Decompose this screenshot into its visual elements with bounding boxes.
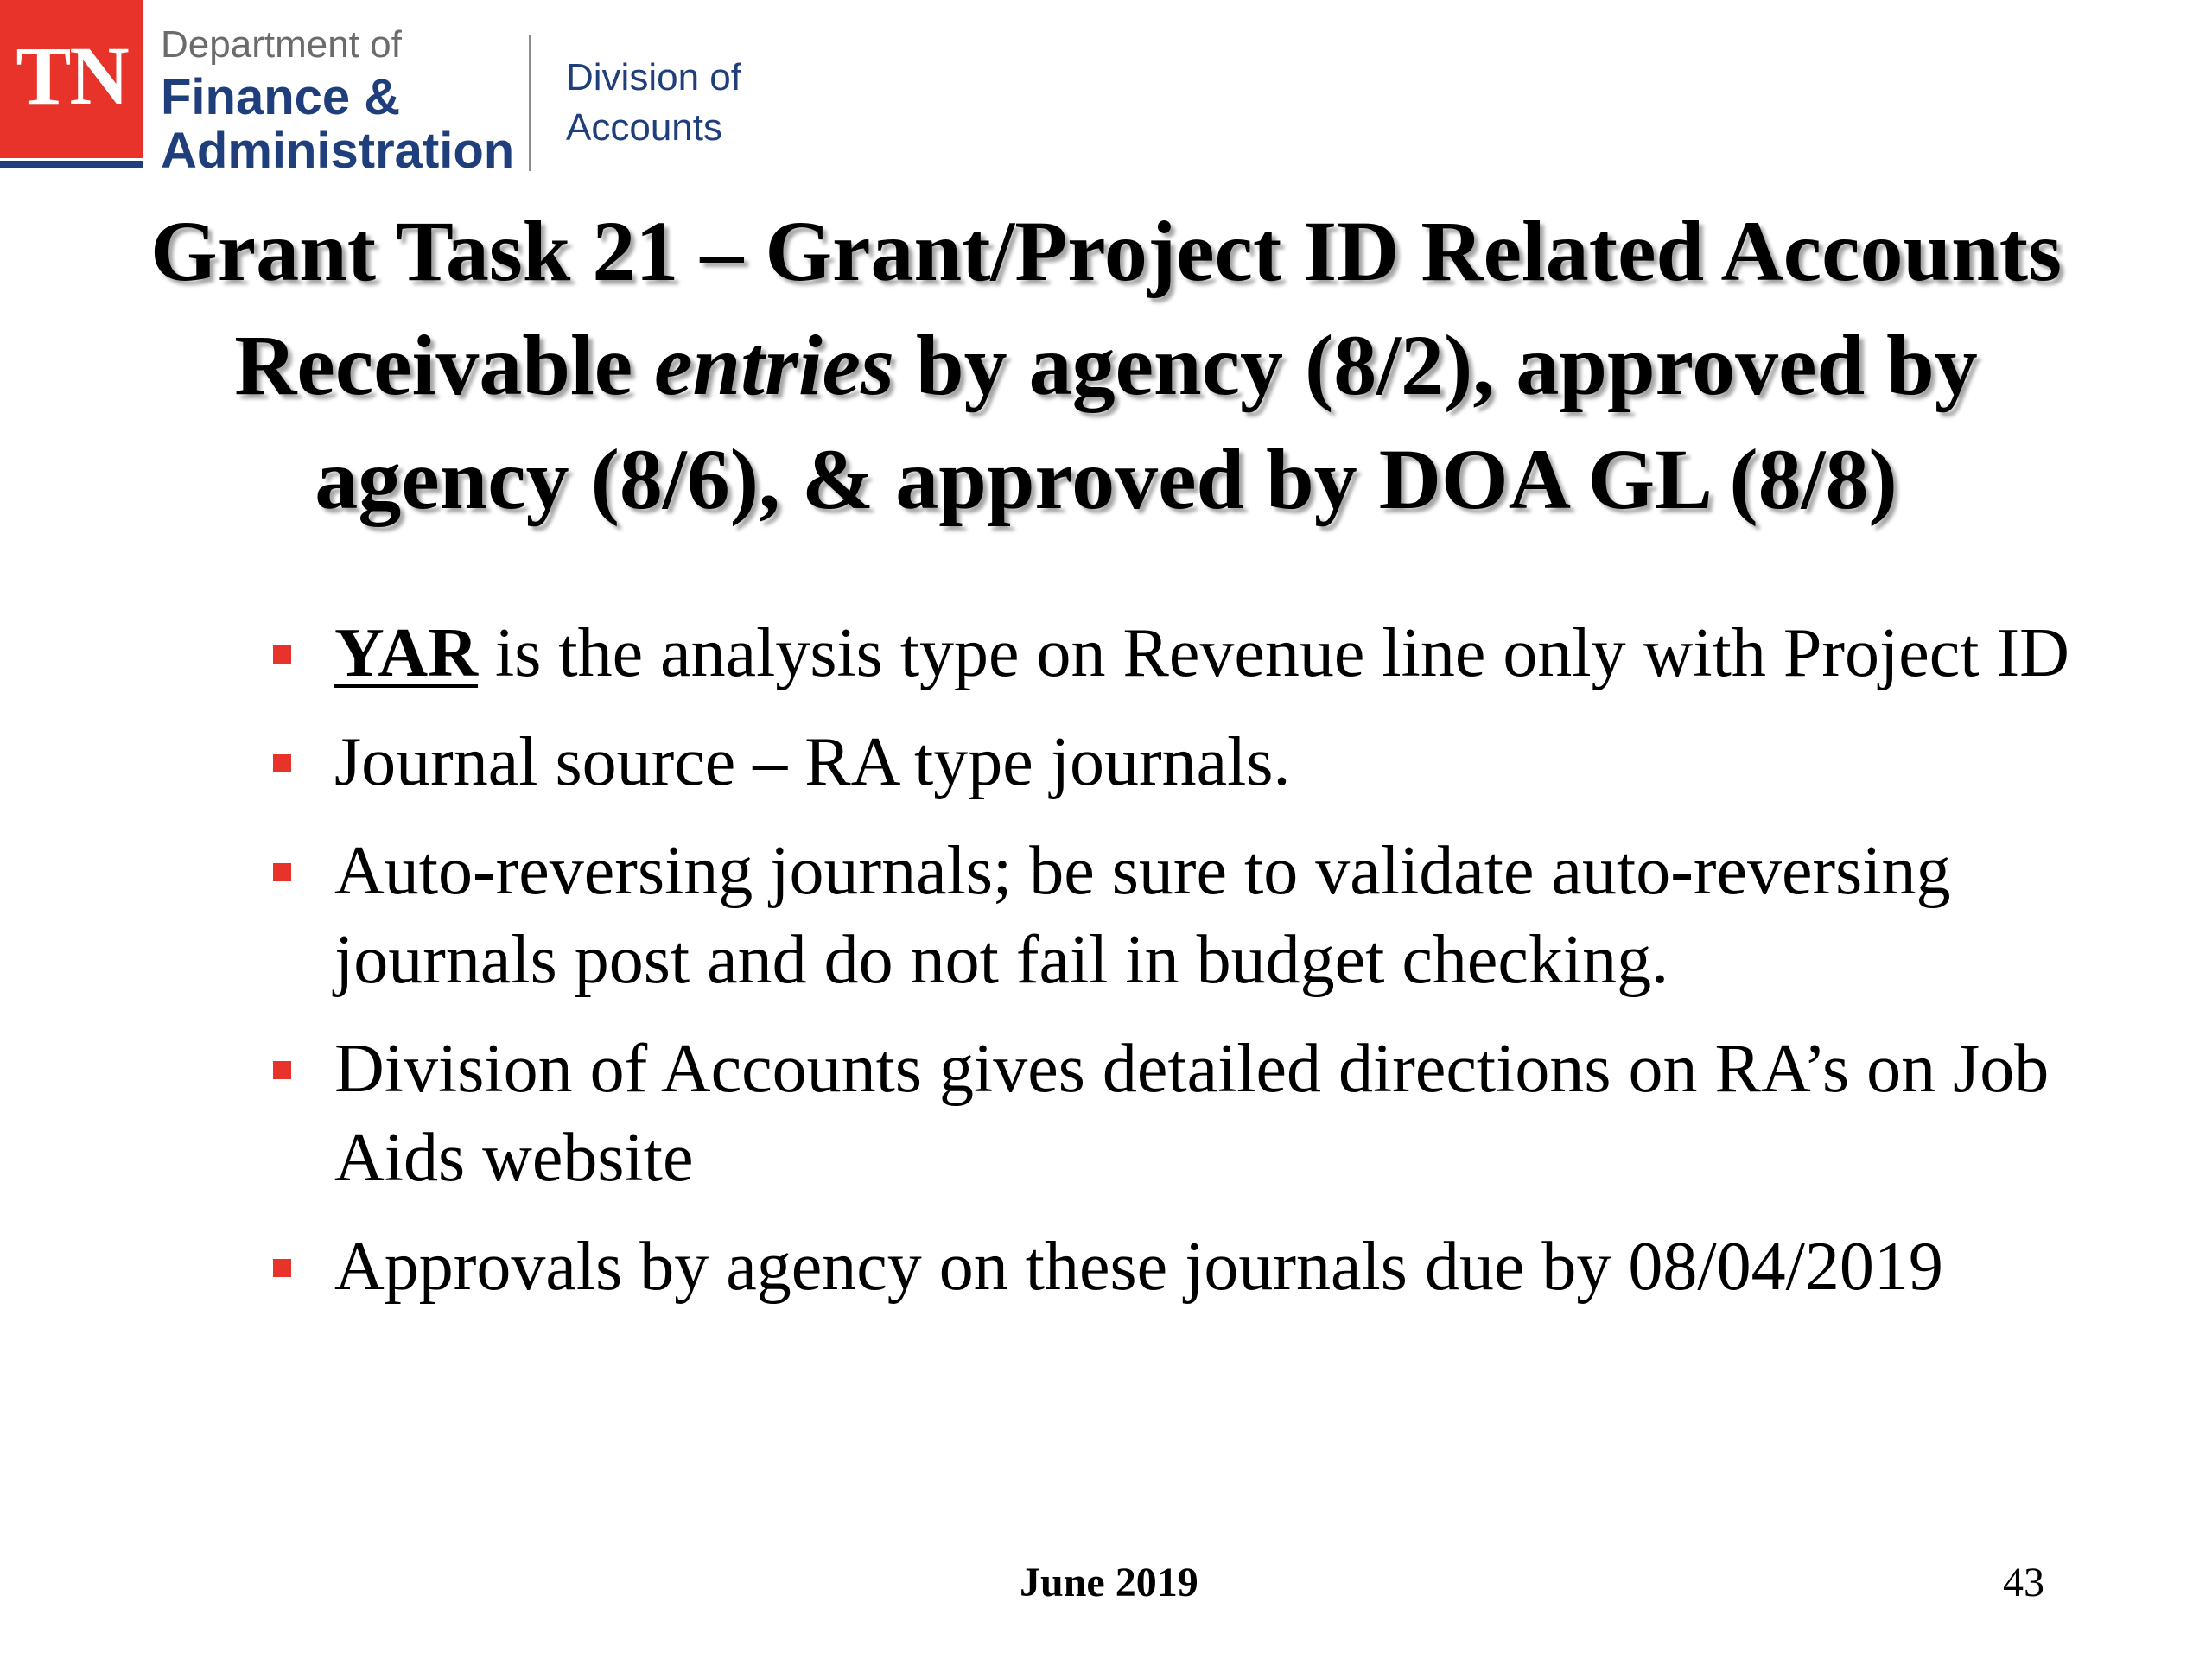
title-line-2	[35, 308, 2177, 423]
administration-label: Administration	[161, 123, 515, 179]
bullet-list	[268, 609, 2100, 1332]
bullet-text: Division of Accounts gives detailed directions on RA’s on Job Aids website	[334, 1031, 2050, 1196]
logo-underline	[0, 161, 143, 168]
bullet-item-auto-reversing	[268, 827, 2100, 1005]
department-logo	[0, 0, 778, 181]
title-line-3: agency (8/6), & approved by DOA GL (8/8)	[315, 431, 1897, 527]
slide-number: 43	[2003, 1560, 2044, 1605]
bullet-square-icon	[273, 645, 291, 664]
title-line-2-end: by agency (8/2), approved by	[893, 317, 1978, 413]
bullet-square-icon	[273, 754, 291, 772]
title-line-1: Grant Task 21 – Grant/Project ID Related Accounts	[150, 203, 2062, 299]
bullet-square-icon	[273, 1061, 291, 1079]
bullet-item-approvals	[268, 1223, 2100, 1312]
bullet-text: is the analysis type on Revenue line only with Project ID	[477, 615, 2069, 691]
bullet-text: Auto-reversing journals; be sure to validate auto-reversing journals post and do not fail in budget checking.	[334, 833, 1951, 998]
title-line-2-start: Receivable	[234, 317, 655, 413]
bullet-item-journal-source	[268, 718, 2100, 807]
bullet-item-job-aids	[268, 1025, 2100, 1203]
logo-divider	[529, 35, 531, 171]
bullet-item-yar	[268, 609, 2100, 698]
bullet-text: Journal source – RA type journals.	[334, 724, 1291, 800]
tn-badge	[0, 0, 143, 158]
footer-date: June 2019	[1020, 1560, 1198, 1605]
yar-term: YAR	[334, 615, 478, 691]
slide-title	[35, 194, 2177, 537]
division-of-label: Division of	[566, 56, 741, 99]
bullet-text: Approvals by agency on these journals due by 08/04/2019	[334, 1229, 1943, 1305]
department-of-label: Department of	[161, 23, 402, 66]
bullet-square-icon	[273, 1259, 291, 1277]
bullet-square-icon	[273, 863, 291, 881]
tn-badge-text: TN	[16, 29, 128, 122]
finance-label: Finance &	[161, 69, 401, 125]
accounts-label: Accounts	[566, 106, 722, 149]
title-emphasis: entries	[654, 317, 894, 413]
